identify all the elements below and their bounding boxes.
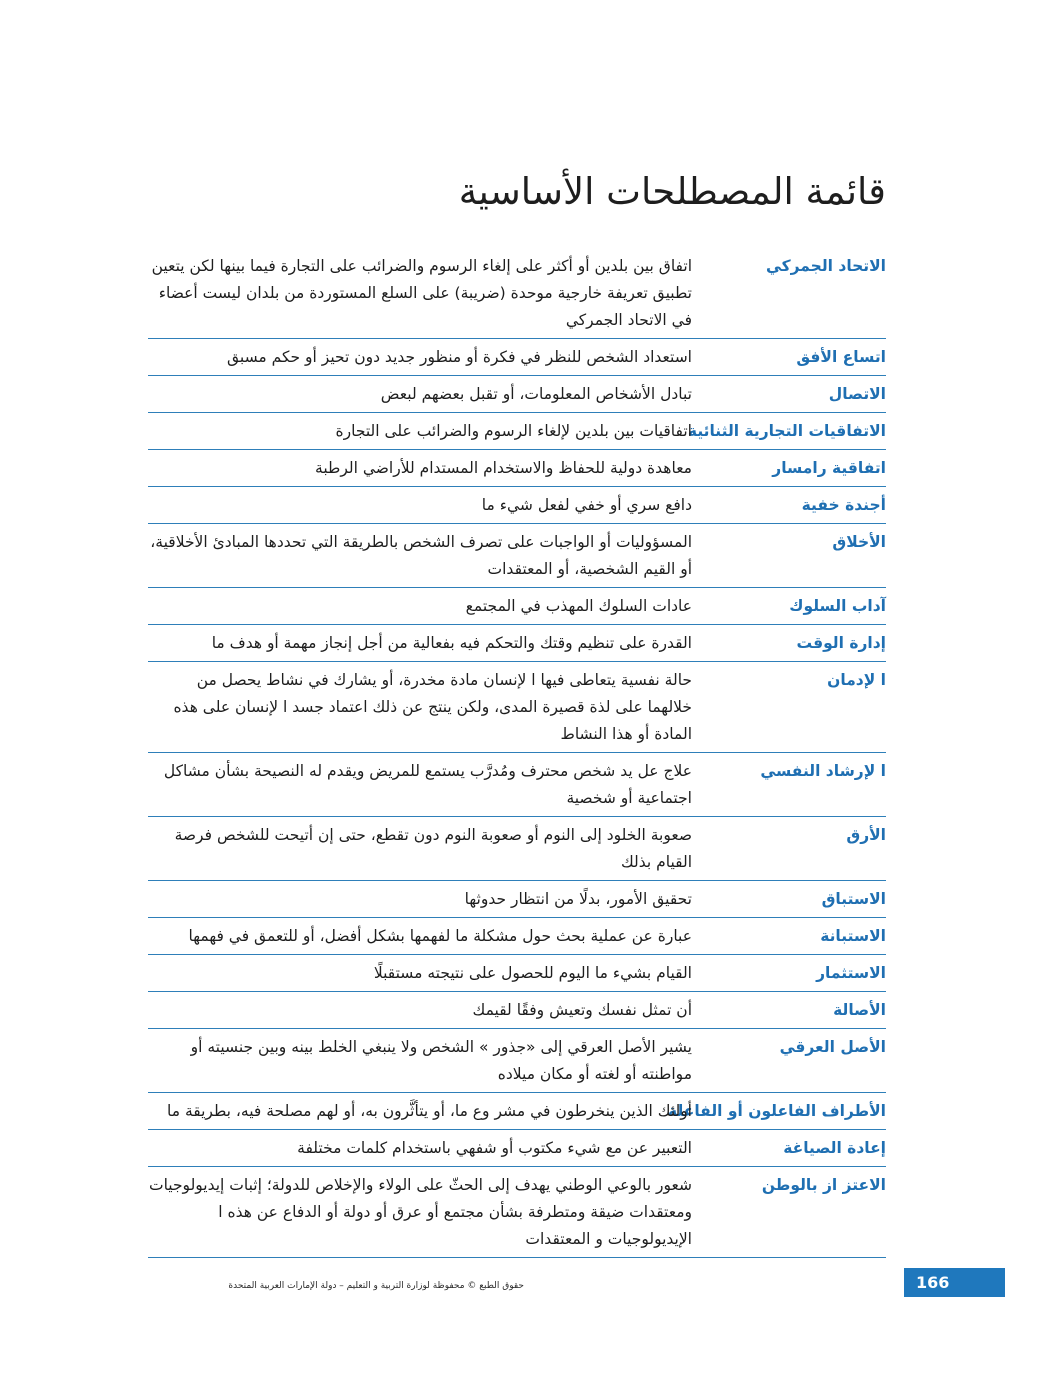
glossary-term: ا لإرشاد النفسي [760, 762, 886, 780]
glossary-row [148, 524, 886, 588]
glossary-definition: القيام بشيء ما اليوم للحصول على نتيجته مستقبلًا [373, 964, 692, 982]
glossary-term: إعادة الصياغة [783, 1139, 886, 1157]
glossary-row [148, 817, 886, 881]
glossary-term: اتساع الأفق [796, 348, 886, 366]
glossary-row [148, 662, 886, 753]
glossary-row [148, 1029, 886, 1093]
glossary-definition: المسؤوليات أو الواجبات على تصرف الشخص بالطريقة التي تحددها المبادئ الأخلاقية، أو القيم الشخصية، أو المعتقدات [150, 533, 692, 578]
glossary-term: اتفاقية رامسار [772, 459, 886, 477]
glossary-term: الاستبانة [820, 927, 886, 945]
glossary-definition: أولئك الذين ينخرطون في مشر وع ما، أو يتأثَّرون به، أو لهم مصلحة فيه، بطريقة ما [167, 1102, 692, 1120]
glossary-row [148, 413, 886, 450]
page-title: قائمة المصطلحات الأساسية [458, 170, 886, 213]
glossary-definition: التعبير عن مع شيء مكتوب أو شفهي باستخدام كلمات مختلفة [297, 1139, 692, 1157]
glossary-row [148, 1093, 886, 1130]
glossary-definition: حالة نفسية يتعاطى فيها ا لإنسان مادة مخدرة، أو يشارك في نشاط يحصل من خلالهما على لذة قصيرة المدى، ولكن ينتج عن ذلك اعتماد جسد ا لإنسان على هذه المادة أو هذا النشاط [173, 671, 692, 743]
glossary-term: الاعتز از بالوطن [761, 1176, 886, 1194]
glossary-definition: القدرة على تنظيم وقتك والتحكم فيه بفعالية من أجل إنجاز مهمة أو هدف ما [211, 634, 692, 652]
glossary-definition: اتفاقيات بين بلدين لإلغاء الرسوم والضرائب على التجارة [335, 422, 692, 440]
glossary-row [148, 487, 886, 524]
glossary-term: الاتفاقيات التجارية الثنائية [687, 422, 886, 440]
glossary-term: ا لإدمان [827, 671, 886, 689]
glossary-term: آداب السلوك [789, 597, 886, 615]
glossary-definition: عادات السلوك المهذب في المجتمع [465, 597, 692, 615]
glossary-row [148, 248, 886, 339]
glossary-definition: تبادل الأشخاص المعلومات، أو تقبل بعضهم لبعض [380, 385, 692, 403]
glossary-term: الأرق [846, 826, 886, 844]
copyright-footer: حقوق الطبع © محفوظة لوزارة التربية و التعليم – دولة الإمارات العربية المتحدة [228, 1281, 524, 1291]
glossary-definition: يشير الأصل العرقي إلى «جذور » الشخص ولا ينبغي الخلط بينه وبين جنسيته أو مواطنته أو لغته أو مكان ميلاده [190, 1038, 692, 1083]
glossary-term: الأصالة [833, 1001, 886, 1019]
glossary-term: إدارة الوقت [796, 634, 886, 652]
glossary-definition: شعور بالوعي الوطني يهدف إلى الحثّ على الولاء والإخلاص للدولة؛ إثبات إيديولوجيات ومعتقدات ضيقة ومتطرفة بشأن مجتمع أو عرق أو دولة أو الدفاع عن هذه ا الإيديولوجيات و المعتقدات [148, 1176, 692, 1248]
glossary-row [148, 992, 886, 1029]
glossary-term: الاتحاد الجمركي [765, 257, 886, 275]
glossary-row [148, 625, 886, 662]
glossary-definition: دافع سري أو خفي لفعل شيء ما [481, 496, 692, 514]
glossary-row [148, 376, 886, 413]
glossary-term: الاستباق [821, 890, 886, 908]
glossary-term: أجندة خفية [801, 496, 886, 514]
glossary-definition: اتفاق بين بلدين أو أكثر على إلغاء الرسوم والضرائب على التجارة فيما بينها لكن يتعين تطبيق تعريفة خارجية موحدة (ضريبة) على السلع المستوردة من بلدان ليست أعضاء في الاتحاد الجمركي [151, 257, 692, 329]
glossary-row [148, 588, 886, 625]
glossary-row [148, 1130, 886, 1167]
glossary-definition: أن تمثل نفسك وتعيش وفقًا لقيمك [472, 1001, 692, 1019]
glossary-term: الاستثمار [816, 964, 886, 982]
glossary-row [148, 450, 886, 487]
glossary-definition: معاهدة دولية للحفاظ والاستخدام المستدام للأراضي الرطبة [315, 459, 692, 477]
glossary-table [148, 248, 886, 1258]
glossary-row [148, 1167, 886, 1258]
glossary-definition: عبارة عن عملية بحث حول مشكلة ما لفهمها بشكل أفضل، أو للتعمق في فهمها [188, 927, 692, 945]
glossary-row [148, 955, 886, 992]
glossary-definition: تحقيق الأمور، بدلًا من انتظار حدوثها [464, 890, 692, 908]
glossary-definition: علاج عل يد شخص محترف ومُدرَّب يستمع للمريض ويقدم له النصيحة بشأن مشاكل اجتماعية أو شخصية [163, 762, 692, 807]
glossary-row [148, 918, 886, 955]
glossary-term: الأصل العرقي [779, 1038, 886, 1056]
glossary-term: الأطراف الفاعلون أو الفاعلة [668, 1102, 886, 1120]
glossary-row [148, 881, 886, 918]
glossary-term: الأخلاق [832, 533, 886, 551]
page-number-badge: 166 [904, 1268, 1005, 1297]
glossary-term: الاتصال [828, 385, 886, 403]
glossary-row [148, 753, 886, 817]
glossary-definition: صعوبة الخلود إلى النوم أو صعوبة النوم دون تقطع، حتى إن أتيحت للشخص فرصة القيام بذلك [174, 826, 692, 871]
glossary-definition: استعداد الشخص للنظر في فكرة أو منظور جديد دون تحيز أو حكم مسبق [227, 348, 692, 366]
glossary-row [148, 339, 886, 376]
